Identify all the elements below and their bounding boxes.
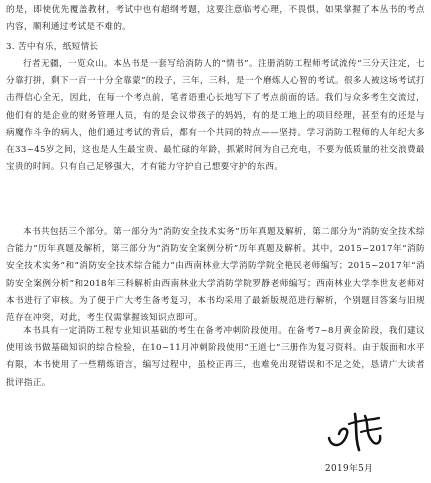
paragraph-usage-advice: 本书具有一定消防工程专业知识基础的考生在备考冲刺阶段使用。在备考7~8月黄金阶段，我们建议使用该书做基础知识的综合检验，在10~11月冲刺阶段使用“王道七”三册作为复习资料。由于版面和水平有限，本书使用了一些精炼语言，编写过程中，虽校正再三，也难免出现错误和不足之处，恳请广大读者批评指正。 bbox=[6, 326, 425, 388]
paragraph-love-letter: 行者无疆，一览众山。本丛书是一套写给消防人的“情书”。注册消防工程师考试流传“三分天注定，七分靠打拼，剩下一百一十分全靠蒙”的段子，三年，三科，是一个磨炼人心智的考试。很多人被这场考试打击得信心全无，因此，在每一个考点前，笔者语重心长地写下了考点前面的话。我们与众多考生交流过，他们有的是企业的财务管理人员，有的是会议带孩子的妈妈，有的是工地上的项目经理，甚至有的还是与病魔作斗争的病人，他们通过考试的背后，都有一个共同的特点——坚持。学习消防工程师的人年纪大多在33~45岁之间，这也是人生最宝贵、最忙碌的年龄，抓紧时间为自己充电，不要为低质量的社交浪费最宝贵的时间。只有自己足够强大，才有能力守护自己想要守护的东西。 bbox=[6, 59, 425, 173]
signature-icon bbox=[325, 408, 385, 453]
paragraph-book-structure: 本书共包括三个部分。第一部分为“消防安全技术实务”历年真题及解析，第二部分为“消防安全技术综合能力”历年真题及解析，第三部分为“消防安全案例分析”历年真题及解析。其中，2015~2017年“消防安全技术实务”和“消防安全技术综合能力”由西南林业大学消防学院全艳民老师编写；2015~2017年“消防安全案例分析”和2018年三科解析由西南林业大学消防学院罗静老师编写；西南林业大学李世友老师对本书进行了审核。为了便于广大考生备考复习，本书均采用了最新版规范进行解析，个别题目答案与旧规范存在冲突，对此，考生仅需掌握该知识点即可。 bbox=[6, 227, 425, 324]
paragraph-exam-advice: 的是，即使优先覆盖教材，考试中也有超纲考题，这要注意临考心理，不畏惧，如果掌握了本丛书的考点内容，顺利通过考试是不难的。 bbox=[6, 5, 425, 33]
date-line: 2019年5月 bbox=[325, 464, 374, 474]
section-heading: 3. 苦中有乐，纸短情长 bbox=[6, 42, 99, 52]
